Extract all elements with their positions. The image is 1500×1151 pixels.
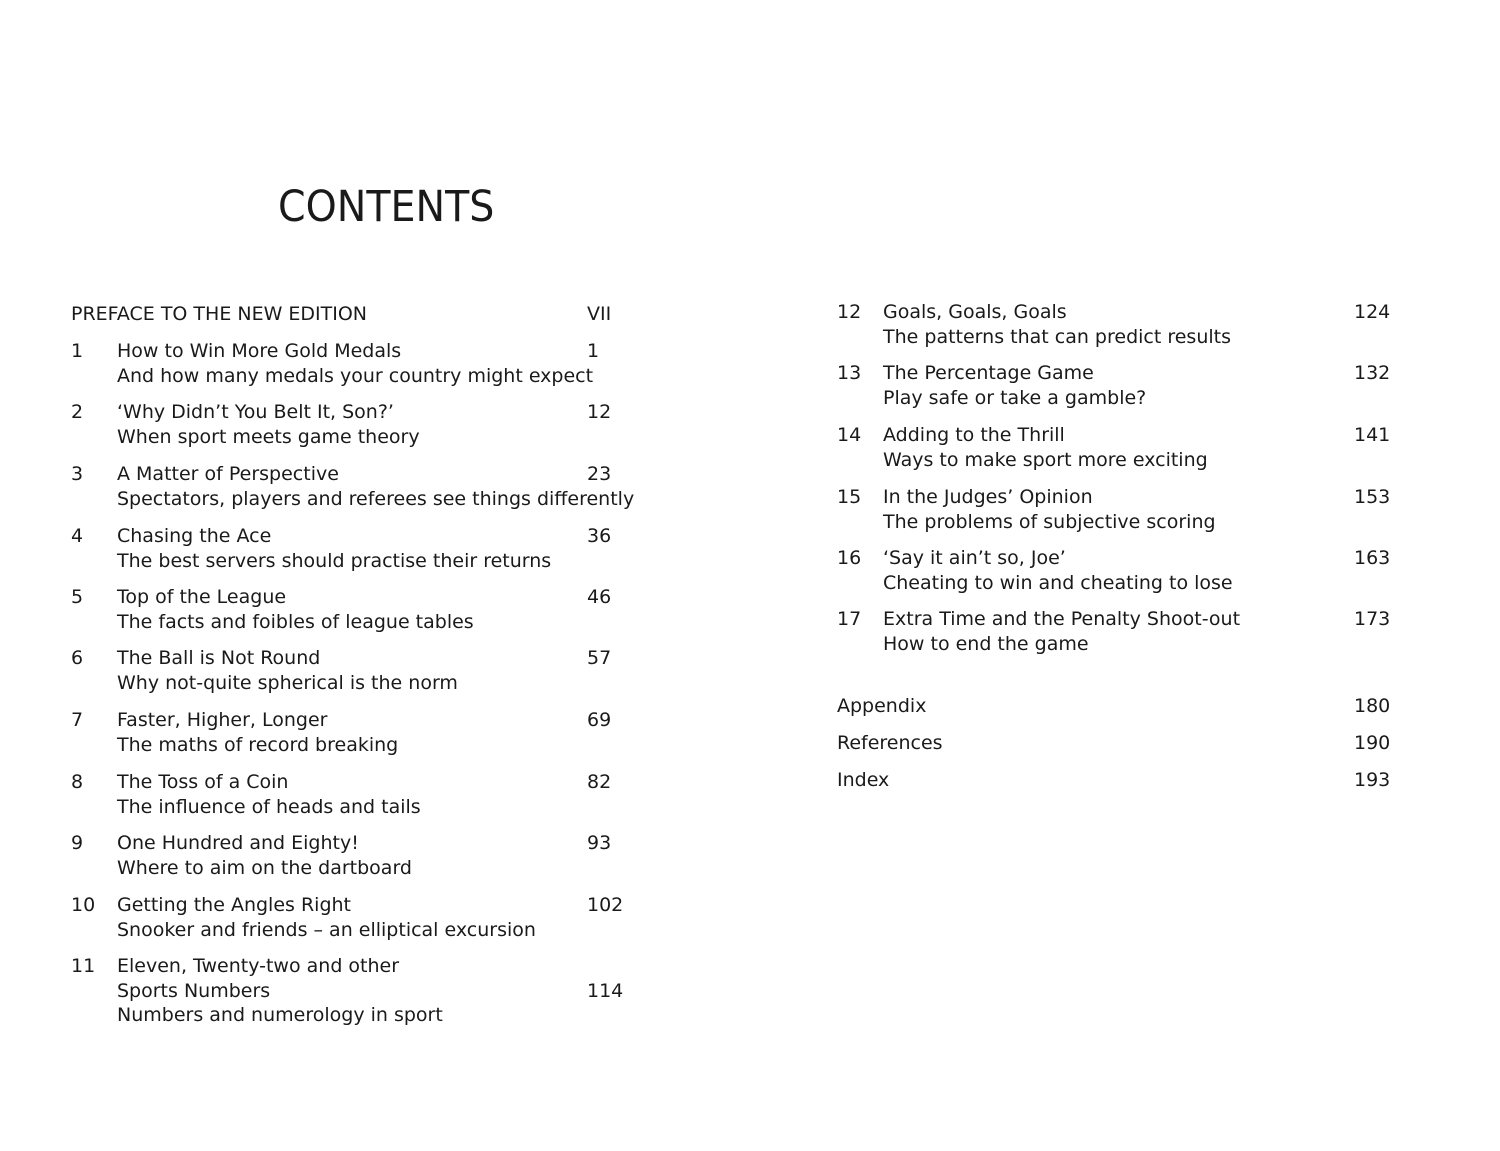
chapter-subtitle: And how many medals your country might expect [117,364,594,387]
chapter-subtitle: Where to aim on the dartboard [117,856,412,879]
chapter-title: ‘Why Didn’t You Belt It, Son?’ [117,401,394,423]
chapter-number: 14 [837,424,862,446]
chapter-number: 9 [71,832,84,854]
chapter-title: In the Judges’ Opinion [883,486,1093,508]
chapter-title: Faster, Higher, Longer [117,709,328,731]
chapter-page: 124 [1354,301,1391,323]
chapter-subtitle: The problems of subjective scoring [883,510,1216,533]
chapter-subtitle: The best servers should practise their returns [117,549,552,572]
chapter-number: 2 [71,401,84,423]
chapter-title: One Hundred and Eighty! [117,832,359,854]
chapter-subtitle: The facts and foibles of league tables [117,610,474,633]
chapter-title: Top of the League [117,586,287,608]
chapter-title-continued: Sports Numbers [117,979,271,1002]
chapter-subtitle: Cheating to win and cheating to lose [883,571,1233,594]
backmatter-title: Appendix [837,695,927,717]
chapter-subtitle: Why not-quite spherical is the norm [117,671,458,694]
chapter-title: Eleven, Twenty-two and other [117,955,400,977]
chapter-page: 102 [587,894,624,916]
chapter-number: 6 [71,647,84,669]
chapter-title: Adding to the Thrill [883,424,1065,446]
chapter-title: How to Win More Gold Medals [117,340,402,362]
chapter-subtitle: Snooker and friends – an elliptical excursion [117,918,536,941]
chapter-number: 4 [71,525,84,547]
backmatter-page: 180 [1354,695,1391,717]
chapter-subtitle: The patterns that can predict results [883,325,1231,348]
chapter-number: 5 [71,586,84,608]
chapter-page: 36 [587,525,612,547]
chapter-title: ‘Say it ain’t so, Joe’ [883,547,1066,569]
chapter-title: Getting the Angles Right [117,894,351,916]
chapter-number: 7 [71,709,84,731]
chapter-number: 3 [71,463,84,485]
chapter-title: A Matter of Perspective [117,463,339,485]
chapter-number: 12 [837,301,862,323]
chapter-number: 1 [71,340,84,362]
toc-preface-page: VII [587,303,612,325]
chapter-number: 13 [837,362,862,384]
chapter-page: 82 [587,771,612,793]
chapter-title: The Ball is Not Round [117,647,321,669]
chapter-number: 15 [837,486,862,508]
chapter-subtitle: The influence of heads and tails [117,795,421,818]
backmatter-title: Index [837,769,890,791]
chapter-subtitle: Numbers and numerology in sport [117,1004,443,1026]
chapter-page: 163 [1354,547,1391,569]
backmatter-title: References [837,732,943,754]
toc-preface-title: PREFACE TO THE NEW EDITION [71,303,368,325]
chapter-number: 8 [71,771,84,793]
chapter-page: 46 [587,586,612,608]
chapter-page: 23 [587,463,612,485]
chapter-number: 10 [71,894,96,916]
chapter-title: Chasing the Ace [117,525,272,547]
backmatter-page: 193 [1354,769,1391,791]
chapter-page: 57 [587,647,612,669]
chapter-subtitle: How to end the game [883,632,1089,655]
chapter-title: Goals, Goals, Goals [883,301,1067,323]
backmatter-page: 190 [1354,732,1391,754]
chapter-subtitle: Play safe or take a gamble? [883,386,1147,409]
chapter-page: 141 [1354,424,1391,446]
chapter-number: 11 [71,955,96,977]
chapter-title: Extra Time and the Penalty Shoot-out [883,608,1241,630]
chapter-title: The Toss of a Coin [117,771,289,793]
chapter-page: 12 [587,401,612,423]
chapter-page: 173 [1354,608,1391,630]
chapter-subtitle: The maths of record breaking [117,733,399,756]
chapter-number: 16 [837,547,862,569]
chapter-page: 69 [587,709,612,731]
chapter-page: 132 [1354,362,1391,384]
chapter-page: 93 [587,832,612,854]
chapter-page: 114 [587,979,624,1002]
chapter-page: 153 [1354,486,1391,508]
chapter-subtitle: Ways to make sport more exciting [883,448,1208,471]
chapter-page: 1 [587,340,600,362]
chapter-title: The Percentage Game [883,362,1094,384]
page-title: CONTENTS [278,182,495,232]
chapter-subtitle: Spectators, players and referees see things differently [117,487,635,510]
chapter-number: 17 [837,608,862,630]
chapter-subtitle: When sport meets game theory [117,425,420,448]
